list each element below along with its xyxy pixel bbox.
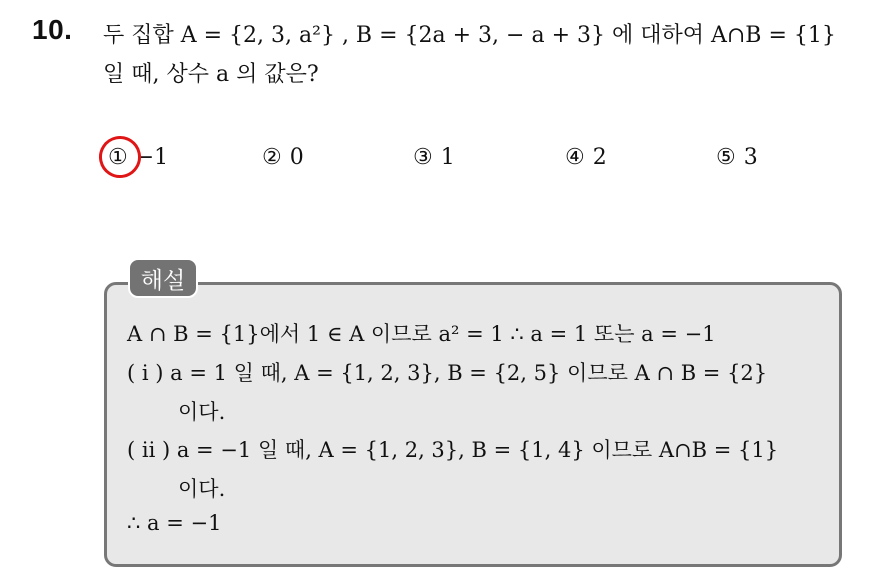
solution-badge: 해설 <box>128 258 198 298</box>
choice-value: 1 <box>440 145 455 170</box>
choice-4[interactable] <box>565 145 607 170</box>
question-number: 10. <box>32 14 73 45</box>
choice-number: ① <box>108 145 128 170</box>
choice-value: 2 <box>592 145 607 170</box>
solution-line-1: A ∩ B = {1}에서 1 ∈ A 이므로 a² = 1 ∴ a = 1 또는 a = −1 <box>127 322 716 346</box>
solution-line-6: ∴ a = −1 <box>127 511 222 535</box>
choice-3[interactable] <box>413 145 455 170</box>
solution-line-4: ( ii ) a = −1 일 때, A = {1, 2, 3}, B = {1, 4} 이므로 A∩B = {1} <box>127 438 779 462</box>
choice-value: 3 <box>743 145 758 170</box>
question-text-line-2: 일 때, 상수 a 의 값은? <box>103 62 319 87</box>
choice-2[interactable] <box>262 145 304 170</box>
solution-line-2: ( i ) a = 1 일 때, A = {1, 2, 3}, B = {2, 5} 이므로 A ∩ B = {2} <box>127 361 768 385</box>
choice-number: ② <box>262 145 282 170</box>
choice-5[interactable] <box>716 145 758 170</box>
solution-line-5: 이다. <box>178 477 226 501</box>
choice-number: ⑤ <box>716 145 736 170</box>
question-text-line-1: 두 집합 A = {2, 3, a²} , B = {2a + 3, − a + 3} 에 대하여 A∩B = {1} <box>103 23 836 48</box>
choice-number: ④ <box>565 145 585 170</box>
solution-line-3: 이다. <box>178 400 226 424</box>
choice-value: −1 <box>135 145 169 170</box>
choice-value: 0 <box>289 145 304 170</box>
choice-number: ③ <box>413 145 433 170</box>
